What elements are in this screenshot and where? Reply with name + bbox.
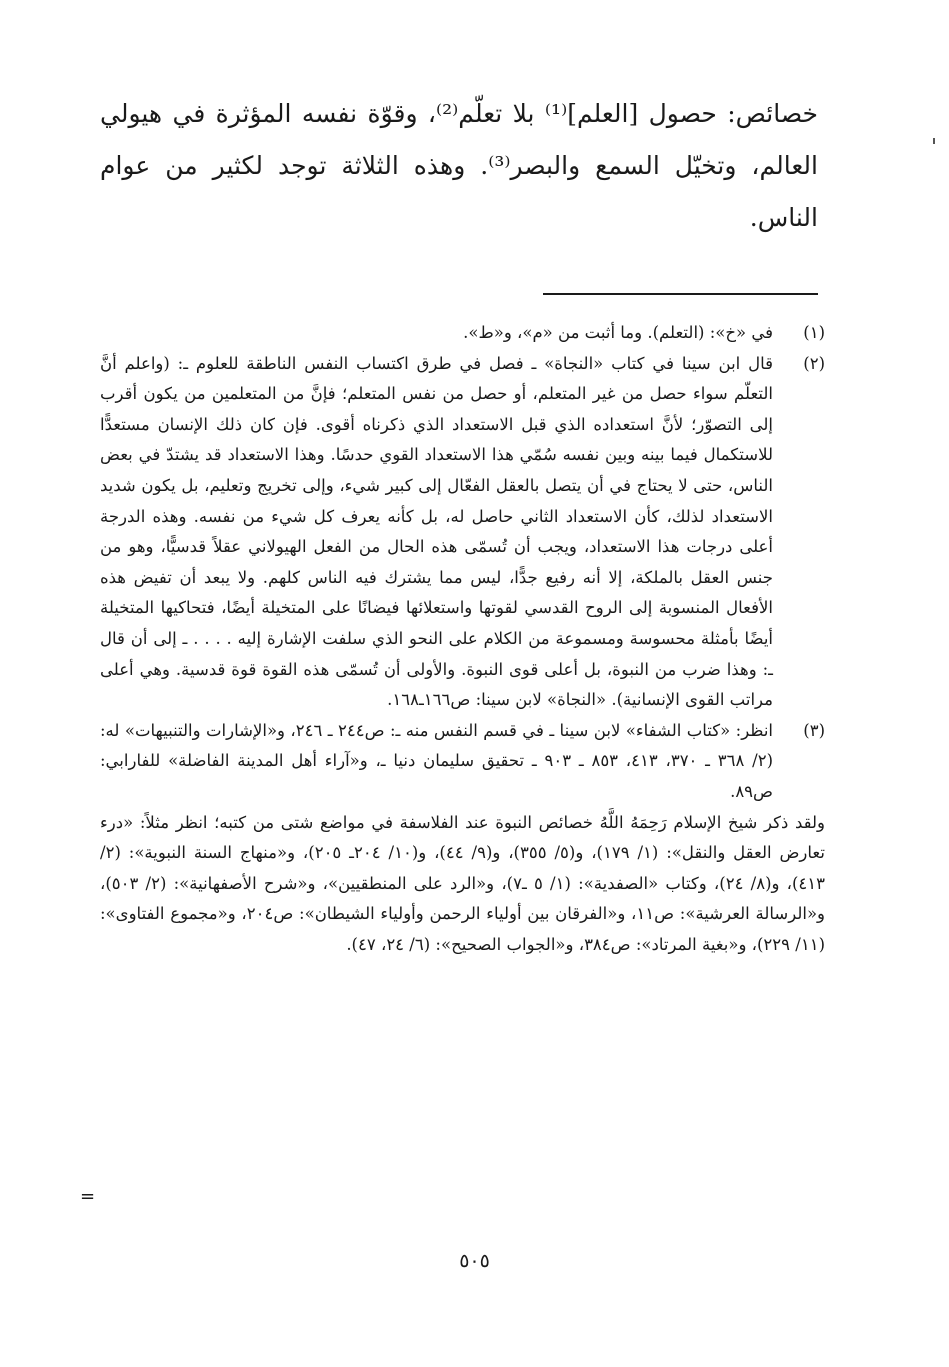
footnote-number: (١) — [803, 323, 825, 342]
page-number: ٥٠٥ — [459, 1250, 490, 1272]
footnote-3 — [100, 716, 825, 808]
footnote-text: انظر: «كتاب الشفاء» لابن سينا ـ في قسم النفس منه ـ: ص٢٤٤ ـ ٢٤٦، و«الإشارات والتنبيهات» له: (٢/ ٣٦٨ ـ ٣٧٠، ٤١٣، ٨٥٣ ـ ٩٠٣ ـ تحقيق سليمان دنيا ـ، و«آراء أهل المدينة الفاضلة» للفارابي: ص٨٩. — [100, 720, 774, 801]
footnote-text: قال ابن سينا في كتاب «النجاة» ـ فصل في طرق اكتساب النفس الناطقة للعلوم ـ: (واعلم أنَّ التعلّم سواء حصل من غير المتعلم، أو حصل من نفس المتعلم؛ فإنَّ من المتعلمين من يكون أقرب إلى التصوّر؛ لأنَّ استعداده الذي قبل الاستعداد الذي ذكرناه أقوى. فإن كان ذلك الإنسان مستعدًّا للاستكمال فيما بينه وبين نفسه سُمّي هذا الاستعداد القوي حدسًا. وهذا الاستعداد قد يشتدّ في بعض الناس، حتى لا يحتاج في أن يتصل بالعقل الفعّال إلى كبير شيء، وإلى تخريج وتعليم، بل يكون شديد الاستعداد لذلك، كأن الاستعداد الثاني حاصل له، بل كأنه يعرف كل شيء من نفسه. وهذه الدرجة أعلى درجات هذا الاستعداد، ويجب أن تُسمّى هذه الحال من الفعل الهيولاني عقلاً قدسيًّا، وهو من جنس العقل بالملكة، إلا أنه رفيع جدًّا، ليس مما يشترك فيه الناس كلهم. ولا يبعد أن تفيض هذه الأفعال المنسوبة إلى الروح القدسي لقوتها واستعلائها فيضانًا على المتخيلة أيضًا، فتحاكيها المتخيلة أيضًا بأمثلة محسوسة ومسموعة من الكلام على النحو الذي سلفت الإشارة إليه . . . . ـ إلى أن قال ـ: وهذا ضرب من النبوة، بل أعلى قوى النبوة. والأولى أن تُسمّى هذه القوة قوة قدسية. وهي أعلى مراتب القوى الإنسانية). «النجاة» لابن سينا: ص١٦٦ـ١٦٨. — [100, 353, 773, 710]
footnote-2 — [100, 349, 825, 716]
footnote-separator — [543, 293, 818, 295]
margin-mark: = — [80, 1186, 96, 1207]
footnote-text: في «خ»: (التعلم). وما أثبت من «م»، و«ط». — [463, 323, 773, 342]
scan-speck — [933, 138, 935, 144]
footnote-number: (٣) — [803, 720, 825, 740]
footnote-1 — [100, 318, 825, 349]
main-paragraph: خصائص: حصول [العلم]⁽¹⁾ بلا تعلّم⁽²⁾، وقوّة نفسه المؤثرة في هيولي العالم، وتخيّل السمع والبصر⁽³⁾. وهذه الثلاثة توجد لكثير من عوام الناس. — [100, 99, 818, 232]
main-text-block — [100, 88, 818, 244]
footnote-number: (٢) — [803, 353, 825, 373]
footnotes-block — [100, 318, 825, 960]
footnote-continuation: ولقد ذكر شيخ الإسلام رَحِمَهُ اللَّهُ خصائص النبوة عند الفلاسفة في مواضع شتى من كتبه؛ انظر مثلاً: «درء تعارض العقل والنقل»: (١/ ١٧٩)، و(٥/ ٣٥٥)، و(٩/ ٤٤)، و(١٠/ ٢٠٤ـ ٢٠٥)، و«منهاج السنة النبوية»: (٢/ ٤١٣)، و(٨/ ٢٤)، وكتاب «الصفدية»: (١/ ٥ ـ٧)، و«الرد على المنطقيين»، و«شرح الأصفهانية»: (٢/ ٥٠٣)، و«الرسالة العرشية»: ص١١، و«الفرقان بين أولياء الرحمن وأولياء الشيطان»: ص٢٠٤، و«مجموع الفتاوى»: (١١/ ٢٢٩)، و«بغية المرتاد»: ص٣٨٤، و«الجواب الصحيح»: (٦/ ٢٤، ٤٧). — [100, 812, 826, 954]
